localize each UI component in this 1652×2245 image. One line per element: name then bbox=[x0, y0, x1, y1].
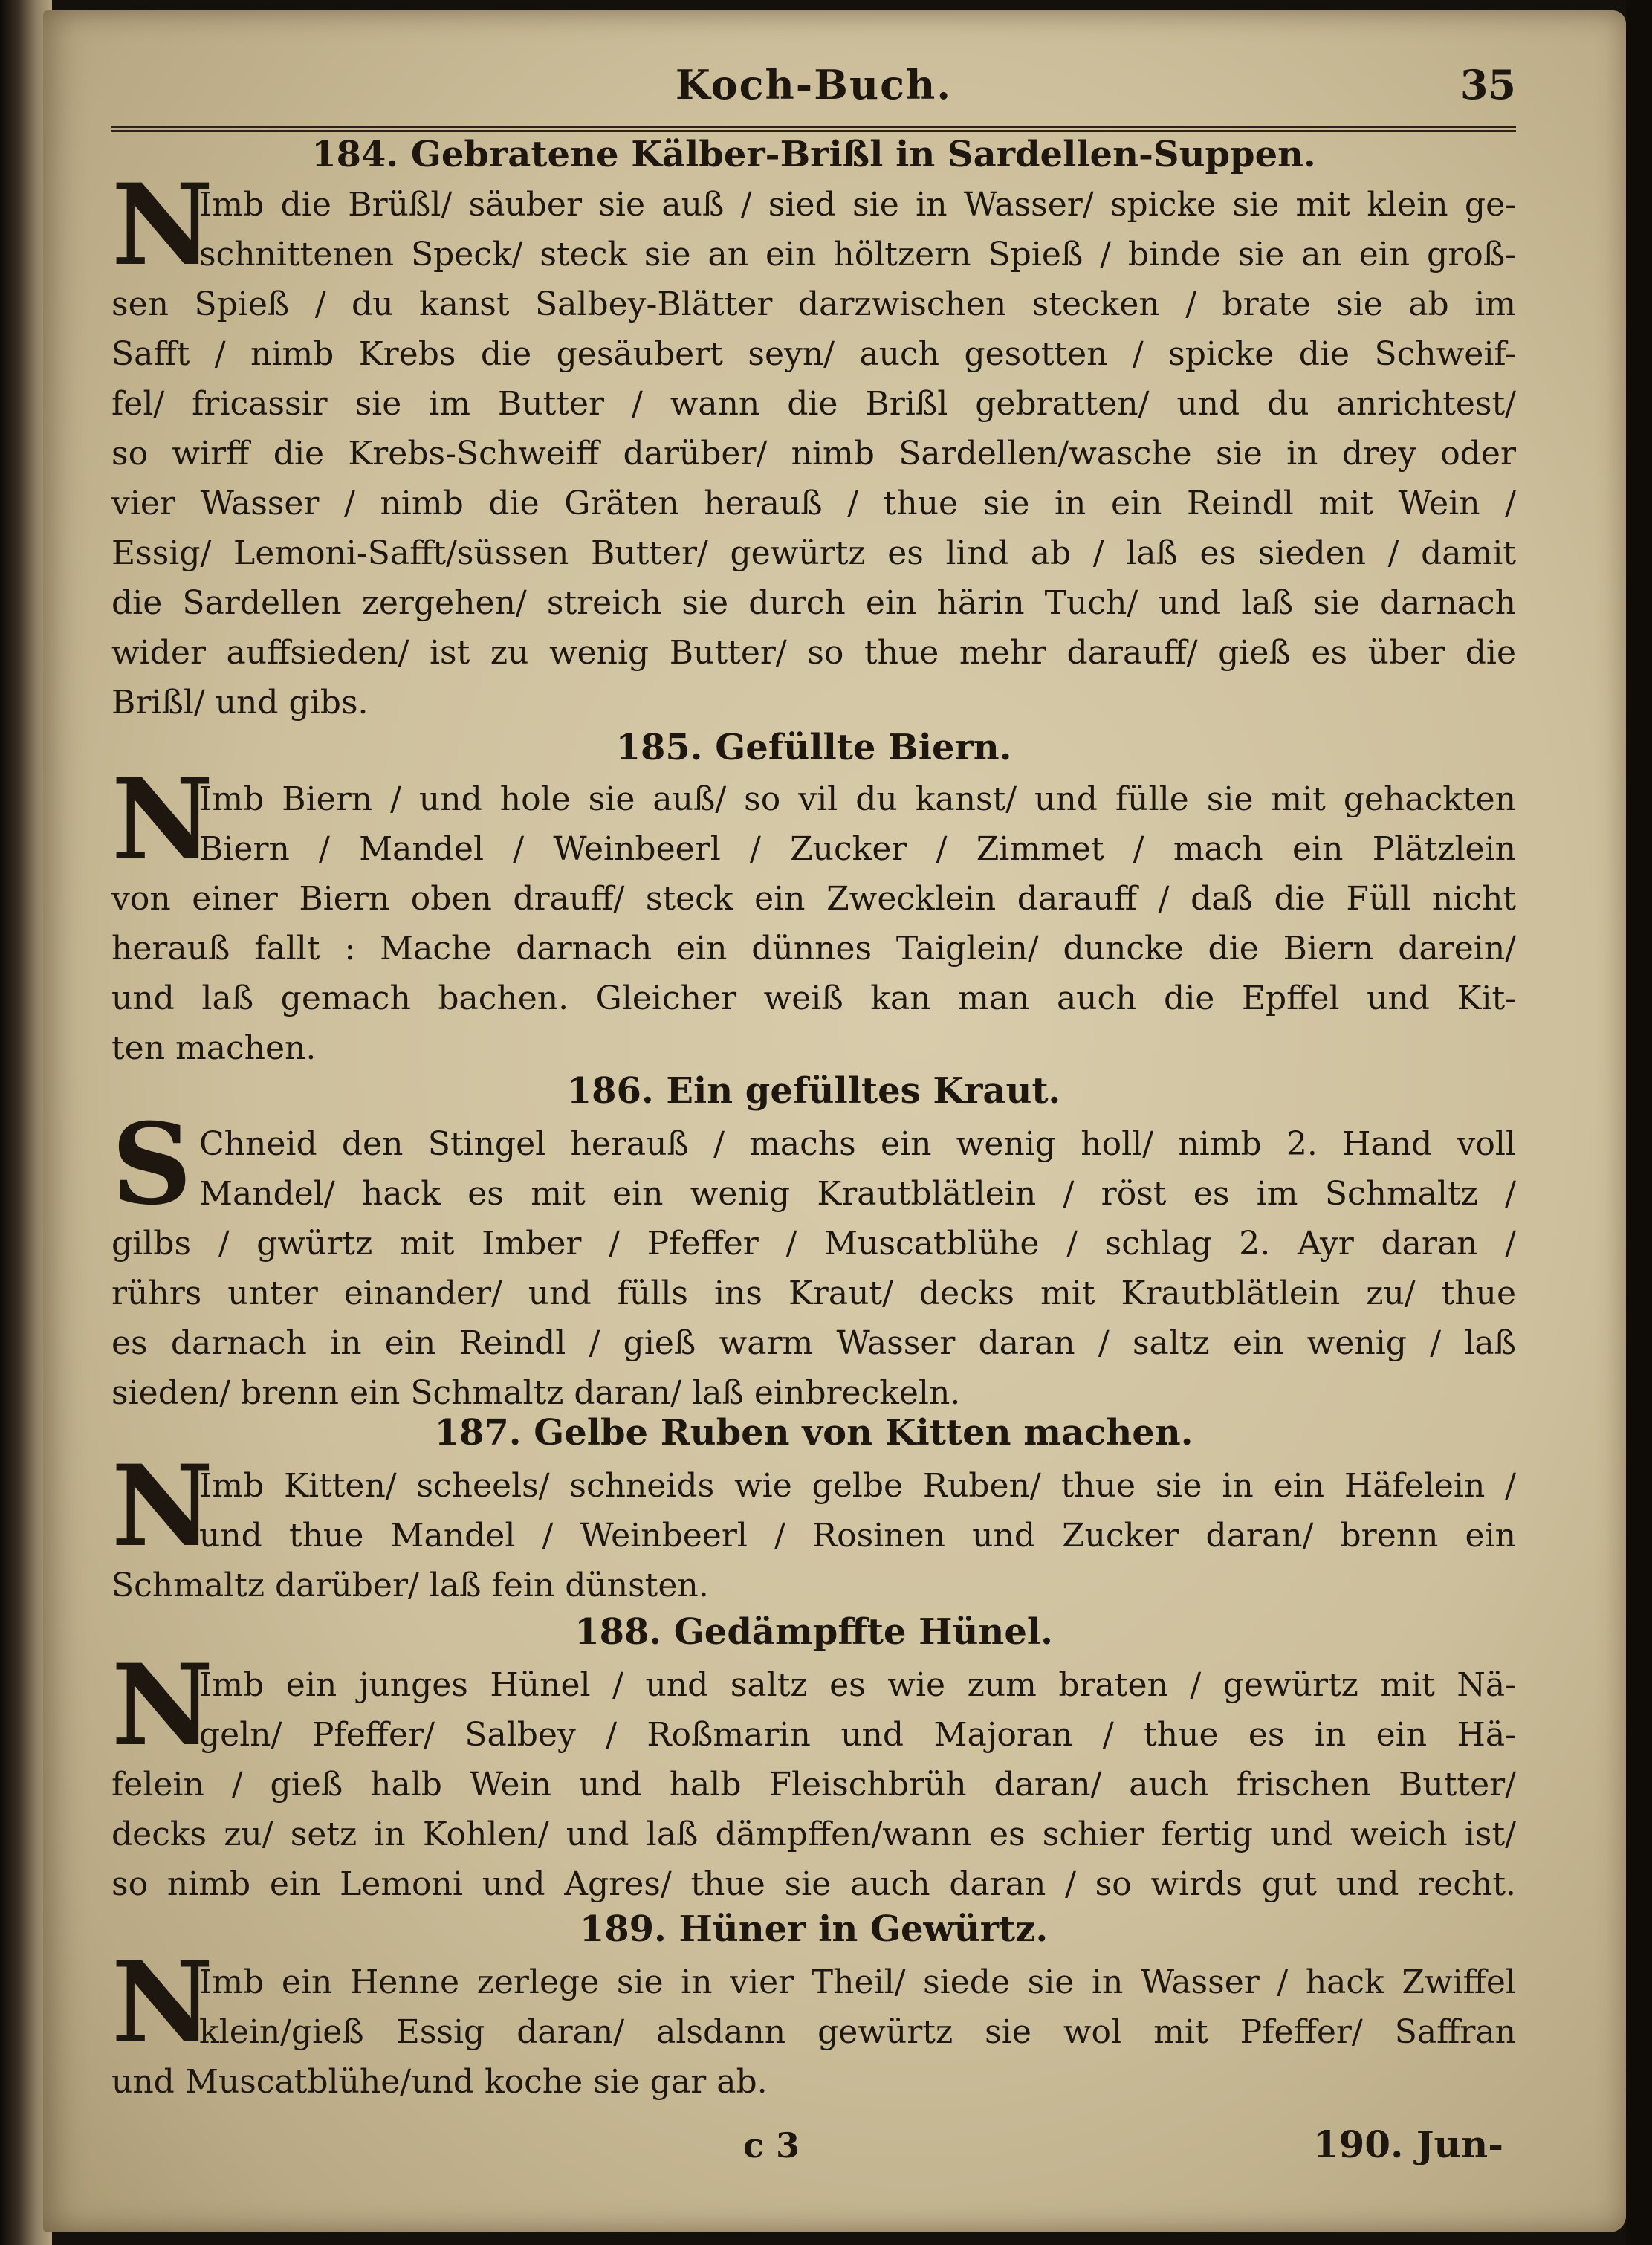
text-line: Imb Kitten/ scheels/ schneids wie gelbe Ruben/ thue sie in ein Häfelein / bbox=[199, 1467, 1516, 1505]
page-number: 35 bbox=[1460, 61, 1516, 108]
text-line: ten machen. bbox=[111, 1029, 317, 1067]
text-line: und Muscatblühe/und koche sie gar ab. bbox=[111, 2063, 768, 2101]
text-line: schnittenen Speck/ steck sie an ein höltzern Spieß / binde sie an ein groß- bbox=[199, 236, 1516, 273]
recipe-heading: 188. Gedämpffte Hünel. bbox=[574, 1611, 1053, 1653]
text-line: geln/ Pfeffer/ Salbey / Roßmarin und Majoran / thue es in ein Hä- bbox=[199, 1716, 1516, 1754]
recipe-body bbox=[111, 1441, 1516, 1610]
text-line: von einer Biern oben drauff/ steck ein Zwecklein darauff / daß die Füll nicht bbox=[111, 880, 1516, 918]
text-line: vier Wasser / nimb die Gräten herauß / thue sie in ein Reindl mit Wein / bbox=[111, 485, 1516, 522]
text-line: Mandel/ hack es mit ein wenig Krautblätlein / röst es im Schmaltz / bbox=[199, 1175, 1516, 1213]
text-line: rührs unter einander/ und fülls ins Kraut/ decks mit Krautblätlein zu/ thue bbox=[111, 1274, 1516, 1312]
text-line: Imb ein Henne zerlege sie in vier Theil/ siede sie in Wasser / hack Zwiffel bbox=[199, 1963, 1516, 2001]
recipe-body bbox=[111, 1099, 1516, 1418]
text-line: felein / gieß halb Wein und halb Fleischbrüh daran/ auch frischen Butter/ bbox=[111, 1766, 1516, 1804]
recipe-heading: 187. Gelbe Ruben von Kitten machen. bbox=[434, 1412, 1193, 1454]
text-line: Safft / nimb Krebs die gesäubert seyn/ auch gesotten / spicke die Schweif- bbox=[111, 335, 1516, 373]
text-line: so wirff die Krebs-Schweiff darüber/ nimb Sardellen/wasche sie in drey oder bbox=[111, 435, 1516, 473]
text-line: Imb Biern / und hole sie auß/ so vil du kanst/ und fülle sie mit gehackten bbox=[199, 780, 1516, 818]
recipe-body bbox=[111, 160, 1516, 728]
header-rule bbox=[111, 126, 1516, 132]
recipe-body bbox=[111, 754, 1516, 1073]
text-line: Essig/ Lemoni-Safft/süssen Butter/ gewürtz es lind ab / laß es sieden / damit bbox=[111, 534, 1516, 572]
text-line: Imb ein junges Hünel / und saltz es wie zum braten / gewürtz mit Nä- bbox=[199, 1666, 1516, 1704]
text-line: und laß gemach bachen. Gleicher weiß kan man auch die Epffel und Kit- bbox=[111, 979, 1516, 1017]
text-line: fel/ fricassir sie im Butter / wann die Brißl gebratten/ und du anrichtest/ bbox=[111, 385, 1516, 423]
text-line: Imb die Brüßl/ säuber sie auß / sied sie in Wasser/ spicke sie mit klein ge- bbox=[199, 186, 1516, 224]
recipe-heading: 189. Hüner in Gewürtz. bbox=[579, 1908, 1049, 1950]
recipe-heading: 185. Gefüllte Biern. bbox=[615, 727, 1012, 768]
text-line: gilbs / gwürtz mit Imber / Pfeffer / Muscatblühe / schlag 2. Ayr daran / bbox=[111, 1225, 1516, 1263]
text-line: Chneid den Stingel herauß / machs ein wenig holl/ nimb 2. Hand voll bbox=[199, 1125, 1516, 1163]
drop-initial: S bbox=[111, 1099, 192, 1230]
text-line: sieden/ brenn ein Schmaltz daran/ laß einbreckeln. bbox=[111, 1374, 961, 1412]
text-line: decks zu/ setz in Kohlen/ und laß dämpffen/wann es schier fertig und weich ist/ bbox=[111, 1815, 1516, 1853]
text-line: und thue Mandel / Weinbeerl / Rosinen und Zucker daran/ brenn ein bbox=[199, 1517, 1516, 1555]
signature-mark: c 3 bbox=[743, 2125, 800, 2165]
text-line: so nimb ein Lemoni und Agres/ thue sie auch daran / so wirds gut und recht. bbox=[111, 1865, 1516, 1903]
text-line: herauß fallt : Mache darnach ein dünnes Taiglein/ duncke die Biern darein/ bbox=[111, 930, 1516, 968]
drop-initial: N bbox=[111, 1640, 214, 1771]
page-header bbox=[111, 61, 1516, 113]
text-line: klein/gieß Essig daran/ alsdann gewürtz sie wol mit Pfeffer/ Saffran bbox=[199, 2013, 1516, 2051]
catchword: 190. Jun- bbox=[1312, 2122, 1503, 2166]
text-line: es darnach in ein Reindl / gieß warm Wasser daran / saltz ein wenig / laß bbox=[111, 1324, 1516, 1362]
scan-margin-right bbox=[1626, 0, 1652, 2245]
drop-initial: N bbox=[111, 1937, 214, 2068]
recipe-heading: 186. Ein gefülltes Kraut. bbox=[566, 1070, 1061, 1112]
drop-initial: N bbox=[111, 160, 214, 291]
text-line: sen Spieß / du kanst Salbey-Blätter darzwischen stecken / brate sie ab im bbox=[111, 285, 1516, 323]
drop-initial: N bbox=[111, 754, 214, 885]
recipe-body bbox=[111, 1640, 1516, 1909]
text-line: Biern / Mandel / Weinbeerl / Zucker / Zimmet / mach ein Plätzlein bbox=[199, 830, 1516, 868]
text-line: Schmaltz darüber/ laß fein dünsten. bbox=[111, 1567, 709, 1604]
drop-initial: N bbox=[111, 1441, 214, 1572]
text-line: Brißl/ und gibs. bbox=[111, 684, 369, 722]
text-line: die Sardellen zergehen/ streich sie durch ein härin Tuch/ und laß sie darnach bbox=[111, 584, 1516, 622]
recipe-heading: 184. Gebratene Kälber-Brißl in Sardellen-Suppen. bbox=[311, 134, 1316, 175]
text-line: wider auffsieden/ ist zu wenig Butter/ so thue mehr darauff/ gieß es über die bbox=[111, 634, 1516, 672]
recipe-body bbox=[111, 1937, 1516, 2107]
running-title: Koch-Buch. bbox=[675, 61, 953, 108]
